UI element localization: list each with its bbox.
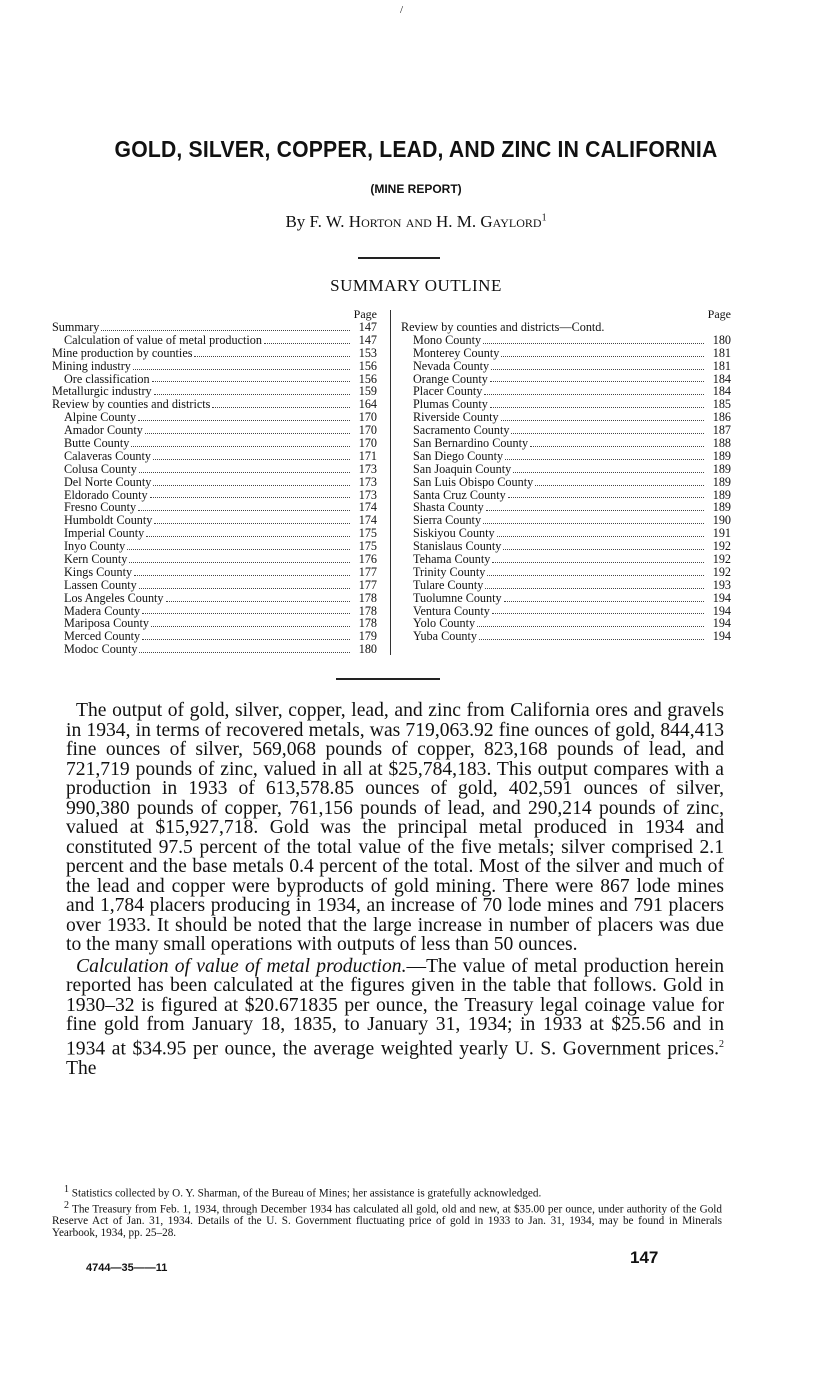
outline-entry	[401, 630, 731, 643]
outline-entry-label: San Luis Obispo County	[413, 474, 534, 489]
outline-entry-page: 147	[358, 320, 377, 334]
outline-entry-label: Kings County	[64, 564, 133, 579]
dot-leader	[486, 501, 704, 511]
outline-entry-label: Ore classification	[64, 371, 150, 386]
outline-entry-label: Monterey County	[413, 345, 500, 360]
footnote-2-marker: 2	[64, 1200, 69, 1212]
outline-entry-label: Summary	[52, 320, 100, 334]
dot-leader	[479, 630, 704, 640]
footnote-ref-1: 1	[541, 212, 547, 224]
outline-entry	[52, 566, 377, 579]
byline-and: and	[405, 212, 432, 231]
dot-leader	[129, 553, 350, 563]
dot-leader	[504, 592, 704, 602]
outline-entry-page: 173	[358, 487, 377, 502]
outline-entry-page: 156	[358, 358, 377, 373]
dot-leader	[492, 605, 704, 615]
outline-entry-label: San Joaquin County	[413, 461, 512, 476]
dot-leader	[497, 527, 704, 537]
outline-entry	[52, 437, 377, 450]
dot-leader	[134, 566, 350, 576]
outline-entry-page: 184	[712, 371, 731, 386]
outline-entry-label: Butte County	[64, 436, 130, 451]
outline-entry	[401, 476, 731, 489]
dot-leader	[101, 321, 350, 331]
outline-entry-page: 191	[712, 526, 731, 541]
dot-leader	[153, 476, 350, 486]
calculation-tail: The	[66, 1057, 97, 1079]
outline-entry-label: Tulare County	[413, 577, 484, 592]
outline-entry-page: 174	[358, 500, 377, 515]
outline-entry-label: Madera County	[64, 603, 141, 618]
body-text	[66, 701, 724, 1078]
outline-heading: SUMMARY OUTLINE	[330, 276, 502, 295]
outline-entry-page: 171	[358, 448, 377, 463]
outline-entry-label: Los Angeles County	[64, 590, 164, 605]
outline-entry-page: 176	[358, 552, 377, 567]
page-column-label-right: Page	[707, 307, 731, 321]
outline-entry	[52, 334, 377, 347]
outline-entry	[401, 334, 731, 347]
outline-entry	[52, 450, 377, 463]
dot-leader	[484, 385, 704, 395]
outline-entry-page: 194	[712, 629, 731, 644]
outline-entry-label: Review by counties and districts	[52, 397, 211, 412]
dot-leader	[477, 617, 704, 627]
outline-entry-label: Trinity County	[413, 564, 486, 579]
outline-entry	[401, 450, 731, 463]
dot-leader	[492, 553, 704, 563]
outline-entry-page: 186	[712, 410, 731, 425]
paragraph-calculation	[66, 957, 724, 1079]
outline-entry-page: 187	[712, 423, 731, 438]
outline-entry-label: Ventura County	[413, 603, 490, 618]
dot-leader	[501, 411, 704, 421]
dot-leader	[501, 347, 704, 357]
outline-entry-page: 189	[712, 500, 731, 515]
outline-entry-page: 174	[358, 513, 377, 528]
outline-entry-page: 194	[712, 603, 731, 618]
dot-leader	[513, 463, 704, 473]
top-mark: /	[400, 4, 404, 16]
calculation-text: —The value of metal production herein reported has been calculated at the figures given in the table that follows. Gold in 1930–32 is figured at $20.671835 per ounce, the Treasury legal coinage value for fine gold from January 18, 1835, to January 31, 1934; in 1933 at $25.56 and in 1934 at $34.95 per ounce, the average weighted yearly U. S. Government prices.	[66, 955, 725, 1060]
byline-by: By	[285, 212, 306, 231]
report-subtitle: (MINE REPORT)	[370, 182, 462, 196]
outline-entry-label: Stanislaus County	[413, 539, 502, 554]
outline-left-column	[52, 308, 377, 656]
dot-leader	[146, 527, 350, 537]
dot-leader	[264, 334, 350, 344]
outline-entry-label: Santa Cruz County	[413, 487, 506, 502]
outline-entry	[52, 463, 377, 476]
dot-leader	[485, 579, 704, 589]
outline-entry-page: 190	[712, 513, 731, 528]
outline-entry-label: Plumas County	[413, 397, 488, 412]
outline-entry	[52, 592, 377, 605]
dot-leader	[138, 411, 350, 421]
page-title: GOLD, SILVER, COPPER, LEAD, AND ZINC IN CALIFORNIA	[114, 136, 718, 162]
outline-entry-page: 184	[712, 384, 731, 399]
outline-entry-label: Lassen County	[64, 577, 137, 592]
outline-entry-page: 178	[358, 616, 377, 631]
outline-entry-page: 159	[358, 384, 377, 399]
continued-label: Review by counties and districts—Contd.	[401, 320, 605, 334]
outline-continued-heading	[401, 321, 731, 334]
outline-entry-page: 153	[358, 345, 377, 360]
outline-entry-label: Inyo County	[64, 539, 126, 554]
footnotes	[52, 1184, 722, 1239]
footnote-2	[52, 1200, 722, 1239]
dot-leader	[153, 450, 350, 460]
outline-entry-label: Shasta County	[413, 500, 484, 515]
outline-entry-page: 179	[358, 629, 377, 644]
divider-top	[358, 257, 440, 259]
dot-leader	[127, 540, 350, 550]
outline-entry-page: 189	[712, 487, 731, 502]
outline-entry-page: 170	[358, 423, 377, 438]
outline-entry-page: 175	[358, 526, 377, 541]
outline-entry-label: Sacramento County	[413, 423, 510, 438]
outline-entry-label: Fresno County	[64, 500, 137, 515]
author-2: H. M. Gaylord	[435, 212, 542, 231]
outline-entry	[401, 347, 731, 360]
dot-leader	[138, 501, 350, 511]
footnote-1	[52, 1184, 722, 1200]
dot-leader	[142, 630, 350, 640]
outline-entry	[52, 321, 377, 334]
outline-entry-label: Eldorado County	[64, 487, 148, 502]
outline-entry	[52, 476, 377, 489]
outline-entry-label: Mine production by counties	[52, 345, 193, 360]
outline-entry	[401, 437, 731, 450]
outline-entry-page: 175	[358, 539, 377, 554]
outline-entry-page: 192	[712, 552, 731, 567]
divider-mid	[336, 678, 440, 680]
calculation-heading: Calculation of value of metal production.	[76, 955, 407, 977]
page-column-label-left: Page	[353, 307, 377, 321]
outline-entry-page: 180	[358, 642, 377, 657]
outline-entry-page: 189	[712, 448, 731, 463]
outline-entry-label: Tuolumne County	[413, 590, 502, 605]
outline-entry-page: 189	[712, 461, 731, 476]
dot-leader	[490, 398, 704, 408]
footnote-ref-2: 2	[719, 1038, 724, 1050]
outline-entry	[401, 463, 731, 476]
outline-entry-page: 156	[358, 371, 377, 386]
outline-entry-label: Amador County	[64, 423, 143, 438]
outline-entry-label: Modoc County	[64, 642, 138, 657]
dot-leader	[139, 643, 350, 653]
outline-entry	[401, 566, 731, 579]
outline-entry-label: Nevada County	[413, 358, 490, 373]
outline-entry-label: Siskiyou County	[413, 526, 495, 541]
outline-entry	[52, 347, 377, 360]
outline-right-list	[401, 334, 731, 643]
outline-entry-label: Kern County	[64, 552, 128, 567]
dot-leader	[150, 489, 350, 499]
outline-entry-label: Colusa County	[64, 461, 137, 476]
outline-entry	[52, 579, 377, 592]
outline-entry-label: Merced County	[64, 629, 141, 644]
footnote-1-marker: 1	[64, 1184, 69, 1195]
dot-leader	[490, 373, 704, 383]
dot-leader	[530, 437, 704, 447]
dot-leader	[483, 334, 704, 344]
outline-entry-page: 170	[358, 410, 377, 425]
dot-leader	[503, 540, 704, 550]
outline-entry-page: 147	[358, 332, 377, 347]
dot-leader	[511, 424, 704, 434]
outline-entry-label: Metallurgic industry	[52, 384, 152, 399]
dot-leader	[487, 566, 704, 576]
outline-entry-label: San Diego County	[413, 448, 504, 463]
outline-entry-page: 178	[358, 590, 377, 605]
outline-entry-label: San Bernardino County	[413, 436, 529, 451]
outline-entry-label: Yuba County	[413, 629, 477, 644]
outline-left-list	[52, 321, 377, 656]
dot-leader	[139, 463, 350, 473]
column-divider	[390, 310, 391, 655]
paragraph-summary: The output of gold, silver, copper, lead, and zinc from California ores and gravels in 1934, in terms of recovered metals, was 719,063.92 fine ounces of gold, 844,413 fine ounces of silver, 569,068 pounds of copper, 823,168 pounds of lead, and 721,719 pounds of zinc, valued in all at $25,784,183. This output compares with a production in 1933 of 613,578.85 ounces of gold, 402,591 ounces of silver, 990,380 pounds of copper, 761,156 pounds of lead, and 290,214 pounds of zinc, valued at $15,927,718. Gold was the principal metal produced in 1934 and constituted 97.5 percent of the total value of the five metals; silver comprised 2.1 percent and the base metals 0.4 percent of the total. Most of the silver and much of the lead and copper were byproducts of gold mining. There were 867 lode mines and 1,784 placers producing in 1934, an increase of 70 lode mines and 791 placers over 1933. It should be noted that the large increase in number of placers was due to the many small operations with outputs of less than 50 ounces.	[66, 700, 724, 955]
dot-leader	[535, 476, 704, 486]
outline-entry-label: Placer County	[413, 384, 483, 399]
dot-leader	[212, 398, 350, 408]
author-1: F. W. Horton	[309, 212, 402, 231]
outline-entry	[52, 553, 377, 566]
outline-entry-label: Alpine County	[64, 410, 137, 425]
page-number: 147	[630, 1248, 659, 1267]
dot-leader	[131, 437, 350, 447]
outline-entry-page: 193	[712, 577, 731, 592]
outline-entry-label: Mining industry	[52, 358, 131, 373]
dot-leader	[491, 360, 704, 370]
dot-leader	[151, 617, 350, 627]
outline-entry-page: 180	[712, 332, 731, 347]
outline-entry-page: 194	[712, 616, 731, 631]
outline-entry-page: 170	[358, 436, 377, 451]
outline-entry-label: Yolo County	[413, 616, 476, 631]
dot-leader	[154, 514, 350, 524]
dot-leader	[505, 450, 704, 460]
outline-entry	[52, 643, 377, 656]
outline-entry	[401, 360, 731, 373]
outline-entry-label: Tehama County	[413, 552, 491, 567]
outline-entry-page: 177	[358, 577, 377, 592]
dot-leader	[139, 579, 350, 589]
outline-entry-label: Mono County	[413, 332, 482, 347]
outline-entry	[401, 553, 731, 566]
outline-entry-label: Sierra County	[413, 513, 482, 528]
dot-leader	[483, 514, 704, 524]
outline-entry-label: Orange County	[413, 371, 488, 386]
outline-entry-page: 164	[358, 397, 377, 412]
dot-leader	[145, 424, 350, 434]
outline-entry-page: 194	[712, 590, 731, 605]
dot-leader	[194, 347, 350, 357]
dot-leader	[166, 592, 350, 602]
outline-entry-page: 178	[358, 603, 377, 618]
dot-leader	[142, 605, 350, 615]
outline-entry-page: 181	[712, 358, 731, 373]
outline-entry	[52, 360, 377, 373]
dot-leader	[508, 489, 704, 499]
outline-entry-page: 181	[712, 345, 731, 360]
outline-entry-label: Calaveras County	[64, 448, 151, 463]
outline-entry-label: Calculation of value of metal production	[64, 332, 262, 347]
outline-entry-page: 192	[712, 539, 731, 554]
dot-leader	[154, 385, 350, 395]
footnote-1-text: Statistics collected by O. Y. Sharman, of the Bureau of Mines; her assistance is gratefully acknowledged.	[71, 1187, 542, 1200]
outline-entry-page: 173	[358, 474, 377, 489]
outline-entry-page: 189	[712, 474, 731, 489]
outline-entry	[401, 592, 731, 605]
outline-entry-page: 188	[712, 436, 731, 451]
dot-leader	[133, 360, 350, 370]
dot-leader	[152, 373, 350, 383]
footnote-2-text: The Treasury from Feb. 1, 1934, through December 1934 has calculated all gold, old and new, at $35.00 per ounce, under authority of the Gold Reserve Act of Jan. 31, 1934. Details of the U. S. Government fluctuating price of gold in 1933 to Jan. 31, 1934, may be found in Minerals Yearbook, 1934, pp. 25–28.	[52, 1203, 722, 1239]
outline-right-column	[401, 308, 731, 643]
outline-entry-label: Humboldt County	[64, 513, 153, 528]
outline-entry	[401, 579, 731, 592]
outline-entry-page: 192	[712, 564, 731, 579]
outline-entry-page: 173	[358, 461, 377, 476]
print-code: 4744—35——11	[86, 1262, 168, 1274]
outline-entry-label: Mariposa County	[64, 616, 149, 631]
outline-entry-label: Del Norte County	[64, 474, 152, 489]
outline-entry-page: 177	[358, 564, 377, 579]
outline-entry-page: 185	[712, 397, 731, 412]
outline-entry-label: Riverside County	[413, 410, 499, 425]
byline	[0, 212, 832, 232]
outline-entry-label: Imperial County	[64, 526, 145, 541]
